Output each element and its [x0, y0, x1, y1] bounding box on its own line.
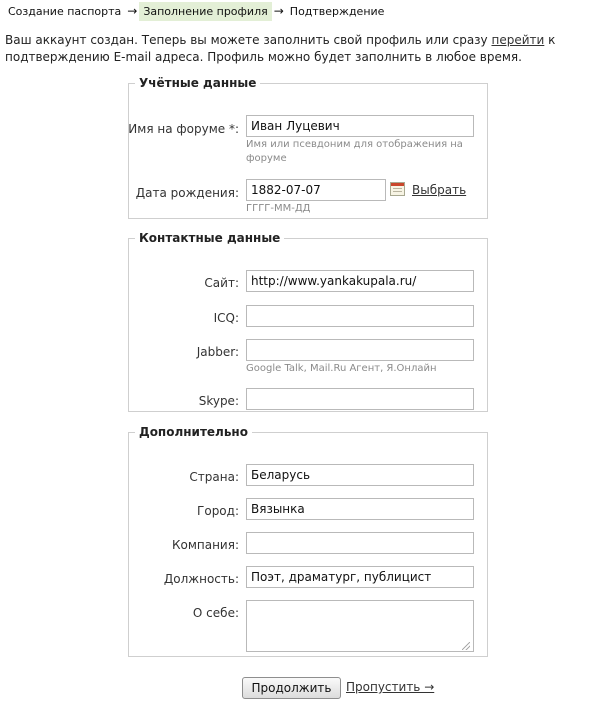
- forum-name-hint: Имя или псевдоним для отображения на форуме: [246, 139, 463, 164]
- step-arrow-icon: →: [127, 4, 138, 18]
- about-textarea[interactable]: [246, 600, 474, 652]
- icq-label: ICQ:: [213, 311, 239, 325]
- account-section-title: Учётные данные: [139, 76, 257, 90]
- jabber-hint: Google Talk, Mail.Ru Агент, Я.Онлайн: [246, 363, 437, 374]
- step-fill-profile: Заполнение профиля: [139, 2, 271, 21]
- progress-steps: [4, 0, 388, 22]
- skype-label: Skype:: [198, 394, 239, 408]
- step-create-passport: Создание паспорта: [8, 4, 122, 18]
- intro-text-end: к подтверждению E-mail адреса. Профиль можно будет заполнить в любое время.: [5, 33, 556, 64]
- country-input[interactable]: [246, 464, 474, 486]
- company-label: Компания:: [171, 538, 239, 552]
- company-input[interactable]: [246, 532, 474, 554]
- forum-name-input[interactable]: [246, 115, 474, 137]
- step-arrow-icon: →: [273, 4, 284, 18]
- resize-grip-icon[interactable]: [462, 642, 470, 650]
- city-label: Город:: [197, 504, 239, 518]
- birthdate-input[interactable]: [246, 179, 386, 201]
- intro-text: [5, 32, 611, 66]
- jabber-label: Jabber:: [196, 345, 239, 359]
- continue-button[interactable]: Продолжить: [242, 677, 341, 699]
- intro-text-start: Ваш аккаунт создан. Теперь вы можете заполнить свой профиль или сразу: [5, 33, 492, 47]
- position-label: Должность:: [163, 572, 239, 586]
- forum-name-label: Имя на форуме *:: [128, 122, 239, 136]
- pick-date-link[interactable]: Выбрать: [412, 183, 467, 197]
- calendar-icon[interactable]: [390, 182, 405, 196]
- skype-input[interactable]: [246, 388, 474, 410]
- position-input[interactable]: [246, 566, 474, 588]
- about-label: О себе:: [192, 606, 239, 620]
- site-input[interactable]: [246, 270, 474, 292]
- contacts-section-title: Контактные данные: [139, 231, 281, 245]
- contacts-section: [128, 231, 488, 412]
- additional-section: [128, 425, 488, 657]
- site-label: Сайт:: [204, 276, 239, 290]
- go-to-confirmation-link[interactable]: перейти: [491, 33, 545, 47]
- country-label: Страна:: [189, 470, 239, 484]
- birthdate-label: Дата рождения:: [135, 186, 239, 200]
- skip-link[interactable]: Пропустить →: [346, 680, 435, 694]
- step-confirmation: Подтверждение: [289, 4, 385, 18]
- jabber-input[interactable]: [246, 339, 474, 361]
- city-input[interactable]: [246, 498, 474, 520]
- account-section: [128, 76, 488, 219]
- birthdate-format-hint: ГГГГ-ММ-ДД: [246, 203, 311, 214]
- additional-section-title: Дополнительно: [139, 425, 248, 439]
- icq-input[interactable]: [246, 305, 474, 327]
